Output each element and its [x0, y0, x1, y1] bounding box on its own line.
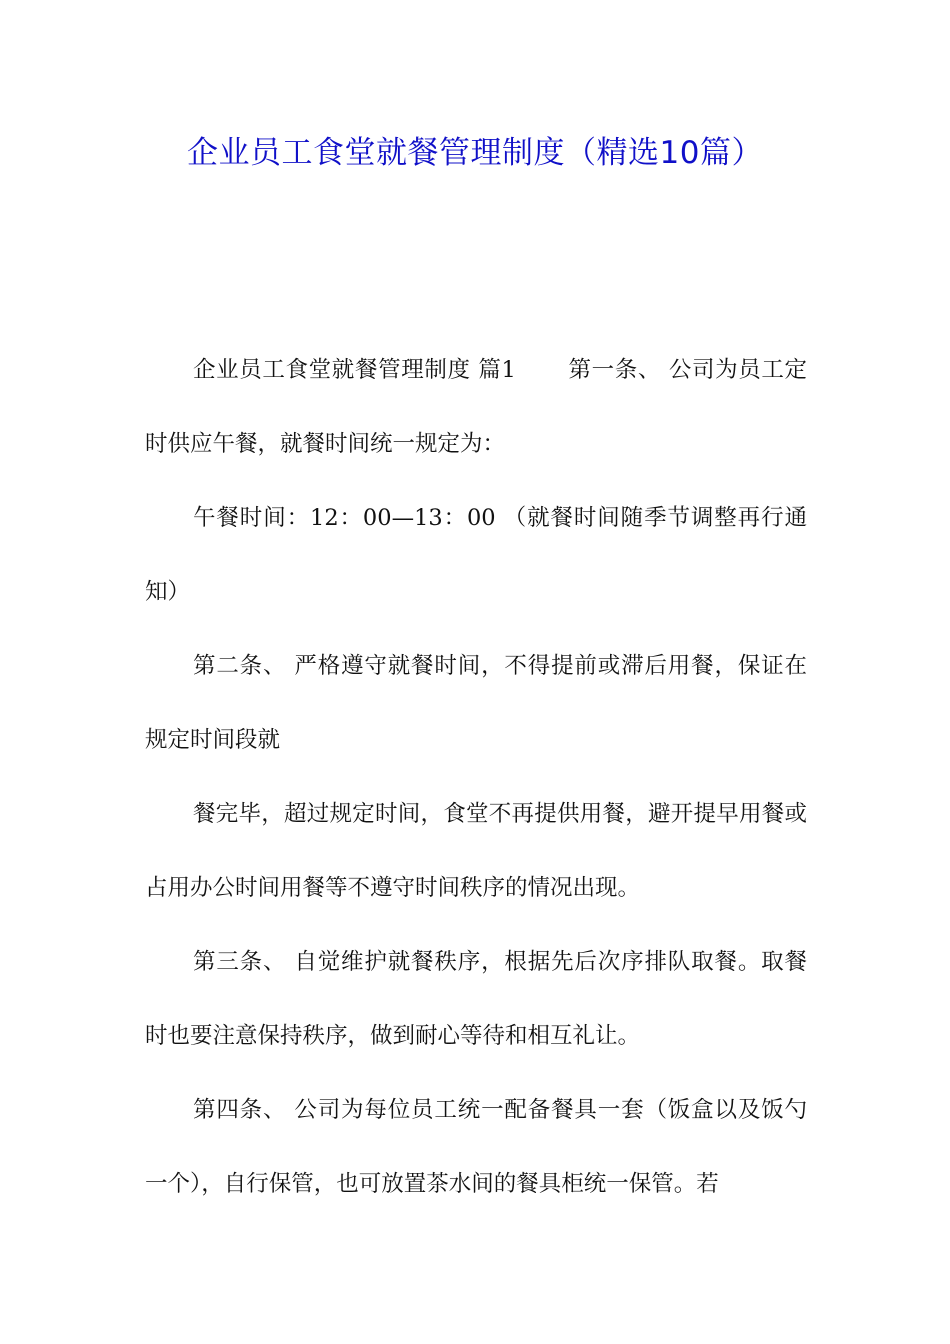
page-title: 企业员工食堂就餐管理制度（精选10篇）: [187, 135, 763, 171]
paragraph-article-2-cont: 餐完毕，超过规定时间，食堂不再提供用餐，避开提早用餐或占用办公时间用餐等不遵守时间秩序的情况出现。: [145, 801, 807, 901]
paragraph-article-4: 第四条、 公司为每位员工统一配备餐具一套（饭盒以及饭勺一个），自行保管，也可放置茶水间的餐具柜统一保管。若: [145, 1097, 807, 1197]
paragraph-article-2: 第二条、 严格遵守就餐时间，不得提前或滞后用餐，保证在规定时间段就: [145, 653, 807, 753]
paragraph-article-3: 第三条、 自觉维护就餐秩序，根据先后次序排队取餐。取餐时也要注意保持秩序，做到耐心等待和相互礼让。: [145, 949, 807, 1049]
paragraph-article-1: [145, 333, 807, 481]
paragraph-text: 第一条、 公司为员工定时供应午餐，就餐时间统一规定为：: [145, 357, 807, 457]
paragraph-lunch-time: 午餐时间：12：00—13：00 （就餐时间随季节调整再行通知）: [145, 505, 807, 605]
section-heading: 企业员工食堂就餐管理制度 篇1: [193, 357, 516, 383]
document-body: [145, 333, 807, 1221]
